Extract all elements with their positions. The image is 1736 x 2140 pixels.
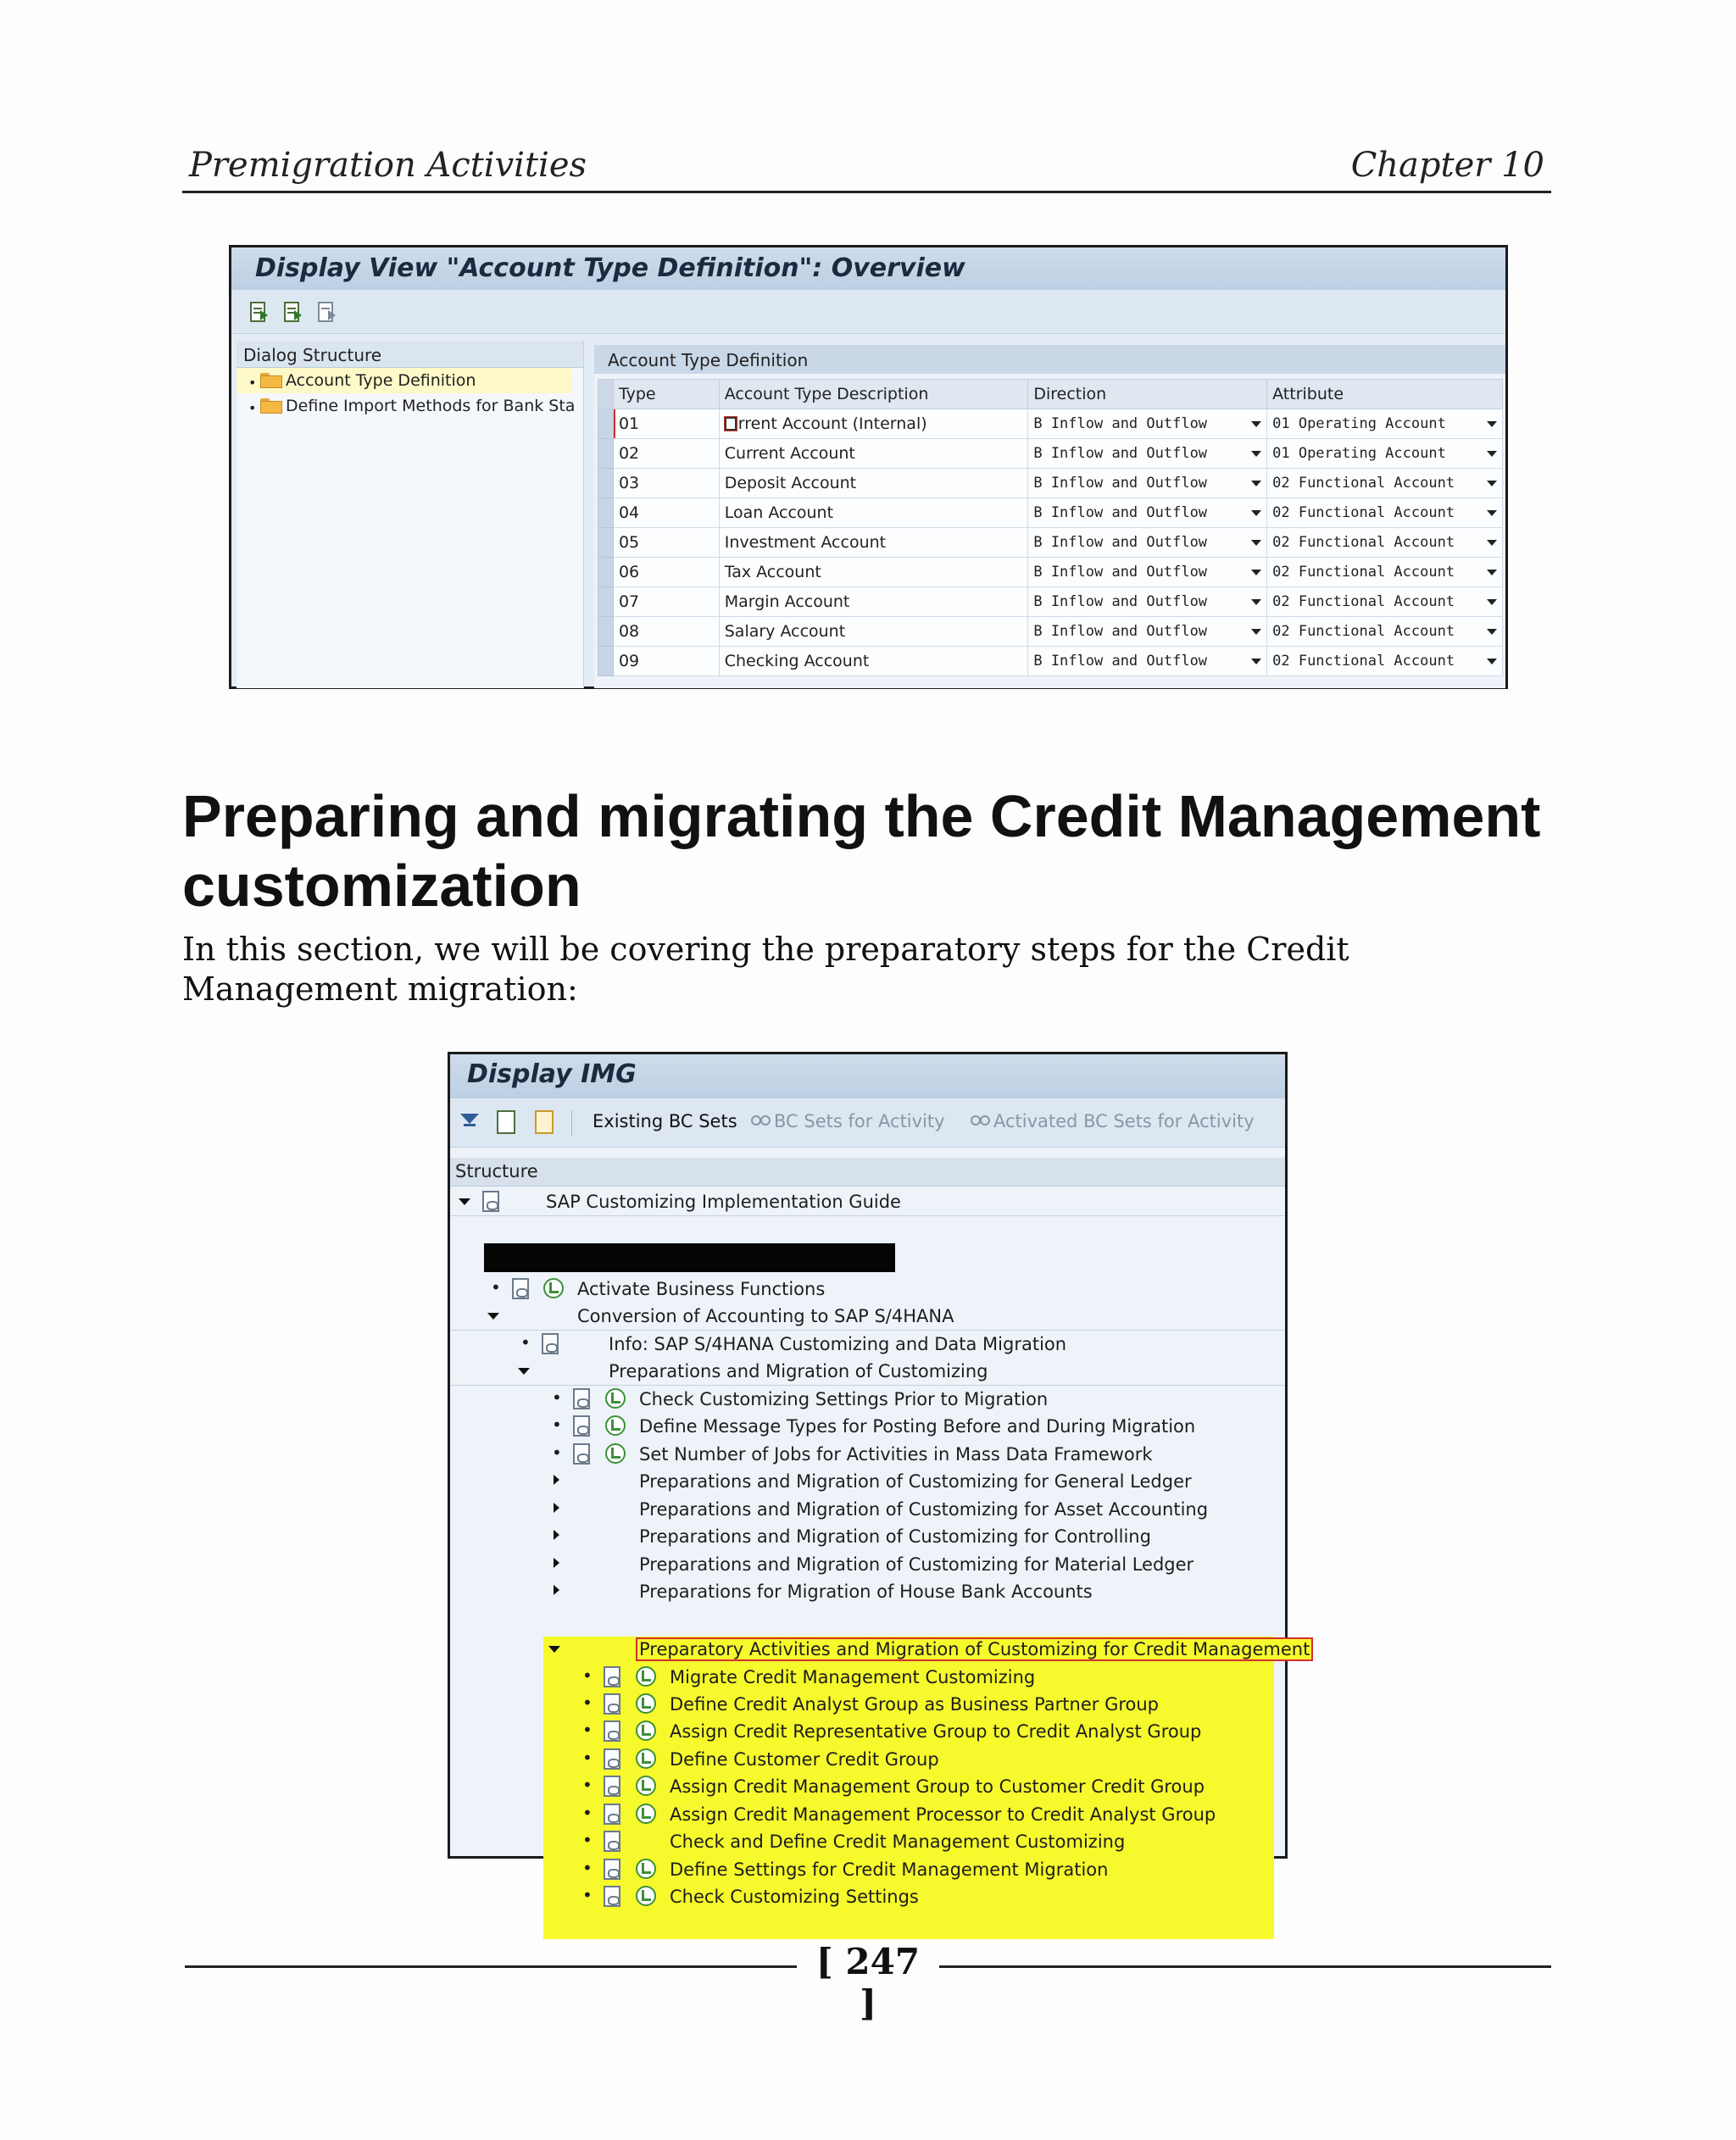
cell-description[interactable]: rrent Account (Internal) [719,409,1028,439]
document-icon[interactable] [497,1110,515,1134]
img-doc-icon [573,1443,590,1465]
running-head-left: Premigration Activities [189,146,587,185]
execute-icon[interactable] [636,1720,656,1741]
collapsed-arrow-icon[interactable] [554,1475,559,1485]
tree-node-msg-types[interactable]: • Define Message Types for Posting Before and During Migration [552,1415,1196,1437]
cell-description[interactable]: Current Account [719,439,1028,469]
toolbar [231,290,1505,334]
img-doc-icon [542,1333,559,1354]
execute-icon[interactable] [636,1693,656,1714]
img-doc-icon [604,1831,620,1852]
screen-title-bar [450,1054,1285,1098]
select-all-icon[interactable] [284,300,304,324]
clipboard-icon[interactable] [535,1110,554,1134]
tree-node-conversion[interactable]: Conversion of Accounting to SAP S/4HANA [450,1303,1285,1330]
execute-icon[interactable] [636,1776,656,1796]
expand-subtree-icon[interactable] [460,1114,479,1131]
credit-child-node[interactable]: • Migrate Credit Management Customizing [582,1665,1036,1687]
running-head-right: Chapter 10 [1350,146,1544,185]
expand-arrow-icon[interactable] [459,1198,470,1205]
cell-description[interactable]: Loan Account [719,498,1028,528]
dialog-item-account-type[interactable]: • Account Type Definition [236,368,572,393]
row-selector[interactable] [598,528,614,558]
img-doc-icon [604,1804,620,1825]
tree-node-ml[interactable]: Preparations and Migration of Customizing for Material Ledger [450,1551,1285,1578]
tree-node-credit-mgmt[interactable]: Preparatory Activities and Migration of Customizing for Credit Management [450,1636,1285,1663]
row-selector-header[interactable] [598,380,614,409]
row-selector[interactable] [598,647,614,676]
toolbar [450,1098,1285,1148]
account-type-screenshot [229,245,1508,689]
dialog-item-import-methods[interactable]: • Define Import Methods for Bank Sta [248,397,576,416]
cell-attribute[interactable]: 02 Functional Account [1267,528,1503,558]
credit-child-node[interactable]: • Check and Define Credit Management Customizing [582,1830,1126,1852]
account-type-table-panel [594,345,1505,688]
row-selector[interactable] [598,617,614,647]
copy-icon [725,417,737,431]
screen-title: Display View "Account Type Definition": Overview [255,253,965,283]
redacted-bar [484,1243,895,1272]
col-description[interactable]: Account Type Description [719,380,1028,409]
cell-direction[interactable]: B Inflow and Outflow [1028,528,1267,558]
account-type-table [598,379,1503,676]
toolbar-separator [571,1110,572,1136]
img-doc-icon [482,1191,499,1212]
cell-type[interactable]: 08 [613,617,719,647]
cell-type[interactable]: 02 [613,439,719,469]
execute-icon[interactable] [605,1415,626,1436]
cell-attribute[interactable]: 02 Functional Account [1267,558,1503,587]
cell-attribute[interactable]: 02 Functional Account [1267,587,1503,617]
cell-type[interactable]: 01 [613,409,719,439]
footer-rule-right [939,1965,1551,1968]
credit-child-node[interactable]: • Define Customer Credit Group [582,1748,939,1770]
dialog-structure-header: Dialog Structure [236,341,583,368]
img-doc-icon [512,1278,529,1299]
tree-node-activate-bf[interactable]: • Activate Business Functions [491,1277,826,1299]
credit-child-node[interactable]: • Define Credit Analyst Group as Business Partner Group [582,1693,1160,1715]
table-caption: Account Type Definition [594,345,1505,374]
table-row[interactable] [598,498,1503,528]
img-doc-icon [604,1859,620,1880]
cell-type[interactable]: 04 [613,498,719,528]
cell-type[interactable]: 07 [613,587,719,617]
activated-bc-sets-button[interactable]: Activated BC Sets for Activity [993,1111,1255,1131]
execute-icon[interactable] [543,1278,564,1298]
row-selector[interactable] [598,409,614,439]
cell-description[interactable]: Tax Account [719,558,1028,587]
cell-description[interactable]: Deposit Account [719,469,1028,498]
page-number: [ 247 ] [815,1941,921,2024]
cell-type[interactable]: 06 [613,558,719,587]
table-row[interactable] [598,528,1503,558]
execute-icon[interactable] [636,1859,656,1879]
cell-direction[interactable]: B Inflow and Outflow [1028,647,1267,676]
row-selector[interactable] [598,469,614,498]
cell-description[interactable]: Margin Account [719,587,1028,617]
folder-open-icon [260,373,282,388]
expand-arrow-icon[interactable] [487,1313,499,1320]
execute-icon[interactable] [605,1388,626,1409]
img-doc-icon [573,1415,590,1437]
table-row[interactable] [598,439,1503,469]
section-intro: In this section, we will be covering the preparatory steps for the Credit Management migration: [182,931,1349,1008]
cell-description[interactable]: Salary Account [719,617,1028,647]
cell-attribute[interactable]: 02 Functional Account [1267,647,1503,676]
deselect-all-icon[interactable] [318,300,338,324]
table-row[interactable] [598,469,1503,498]
collapsed-arrow-icon[interactable] [554,1585,559,1595]
table-row[interactable] [598,558,1503,587]
display-change-icon[interactable] [250,300,270,324]
cell-direction[interactable]: B Inflow and Outflow [1028,409,1267,439]
bc-sets-for-activity-button[interactable]: BC Sets for Activity [774,1111,945,1131]
row-selector[interactable] [598,587,614,617]
img-doc-icon [604,1776,620,1797]
cell-description[interactable]: Investment Account [719,528,1028,558]
credit-child-node[interactable]: • Define Settings for Credit Management Migration [582,1858,1109,1880]
cell-attribute[interactable]: 02 Functional Account [1267,469,1503,498]
img-doc-icon [604,1720,620,1742]
credit-child-node[interactable]: • Assign Credit Representative Group to Credit Analyst Group [582,1720,1202,1742]
structure-header: Structure [450,1158,1285,1187]
cell-direction[interactable]: B Inflow and Outflow [1028,469,1267,498]
cell-attribute[interactable]: 01 Operating Account [1267,409,1503,439]
table-row[interactable] [598,617,1503,647]
execute-icon[interactable] [636,1886,656,1906]
cell-attribute[interactable]: 02 Functional Account [1267,617,1503,647]
tree-node-root[interactable]: SAP Customizing Implementation Guide [450,1188,1285,1215]
expand-arrow-icon[interactable] [548,1646,560,1653]
cell-direction[interactable]: B Inflow and Outflow [1028,617,1267,647]
cell-type[interactable]: 09 [613,647,719,676]
cell-type[interactable]: 03 [613,469,719,498]
col-attribute[interactable]: Attribute [1267,380,1503,409]
table-row[interactable] [598,647,1503,676]
cell-direction[interactable]: B Inflow and Outflow [1028,587,1267,617]
collapsed-arrow-icon[interactable] [554,1558,559,1568]
footer-rule-left [185,1965,797,1968]
tree-node-aa[interactable]: Preparations and Migration of Customizing for Asset Accounting [450,1496,1285,1523]
tree-node-gl[interactable]: Preparations and Migration of Customizing for General Ledger [450,1468,1285,1495]
tree-node-check-settings[interactable]: • Check Customizing Settings Prior to Migration [552,1387,1049,1409]
section-heading: Preparing and migrating the Credit Management customization [182,783,1541,919]
tree-node-prep-custom[interactable]: Preparations and Migration of Customizing [450,1358,1285,1385]
execute-icon[interactable] [636,1748,656,1769]
cell-direction[interactable]: B Inflow and Outflow [1028,498,1267,528]
dialog-structure-panel [236,341,584,688]
cell-direction[interactable]: B Inflow and Outflow [1028,558,1267,587]
credit-child-node[interactable]: • Check Customizing Settings [582,1885,919,1907]
display-img-screenshot [448,1052,1310,1907]
activated-bc-sets-icon [971,1114,989,1126]
tree-node-house-bank[interactable]: Preparations for Migration of House Bank Accounts [450,1578,1285,1605]
execute-icon[interactable] [636,1666,656,1687]
screen-title-bar [231,247,1505,290]
collapsed-arrow-icon[interactable] [554,1503,559,1513]
img-structure-tree [450,1158,1310,1907]
execute-icon[interactable] [636,1804,656,1824]
tree-node-co[interactable]: Preparations and Migration of Customizing for Controlling [450,1523,1285,1550]
row-selector[interactable] [598,439,614,469]
cell-attribute[interactable]: 02 Functional Account [1267,498,1503,528]
collapsed-arrow-icon[interactable] [554,1530,559,1540]
table-row[interactable] [598,409,1503,439]
screen-title: Display IMG [467,1059,637,1089]
tree-node-jobs[interactable]: • Set Number of Jobs for Activities in Mass Data Framework [552,1442,1153,1465]
cell-type[interactable]: 05 [613,528,719,558]
img-doc-icon [573,1388,590,1409]
tree-node-info[interactable]: • Info: SAP S/4HANA Customizing and Data Migration [520,1332,1067,1354]
credit-child-node[interactable]: • Assign Credit Management Group to Customer Credit Group [582,1775,1205,1797]
row-selector[interactable] [598,498,614,528]
img-doc-icon [604,1693,620,1715]
row-selector[interactable] [598,558,614,587]
credit-child-node[interactable]: • Assign Credit Management Processor to Credit Analyst Group [582,1803,1216,1825]
col-direction[interactable]: Direction [1028,380,1267,409]
folder-icon [260,398,282,414]
table-row[interactable] [598,587,1503,617]
cell-direction[interactable]: B Inflow and Outflow [1028,439,1267,469]
img-doc-icon [604,1666,620,1687]
execute-icon[interactable] [605,1443,626,1464]
cell-attribute[interactable]: 01 Operating Account [1267,439,1503,469]
page-footer [185,1941,1551,2024]
bc-sets-icon [751,1114,770,1126]
running-head [182,142,1551,193]
col-type[interactable]: Type [613,380,719,409]
img-doc-icon [604,1886,620,1907]
existing-bc-sets-button[interactable]: Existing BC Sets [593,1111,737,1131]
cell-description[interactable]: Checking Account [719,647,1028,676]
img-doc-icon [604,1748,620,1770]
expand-arrow-icon[interactable] [518,1368,530,1375]
